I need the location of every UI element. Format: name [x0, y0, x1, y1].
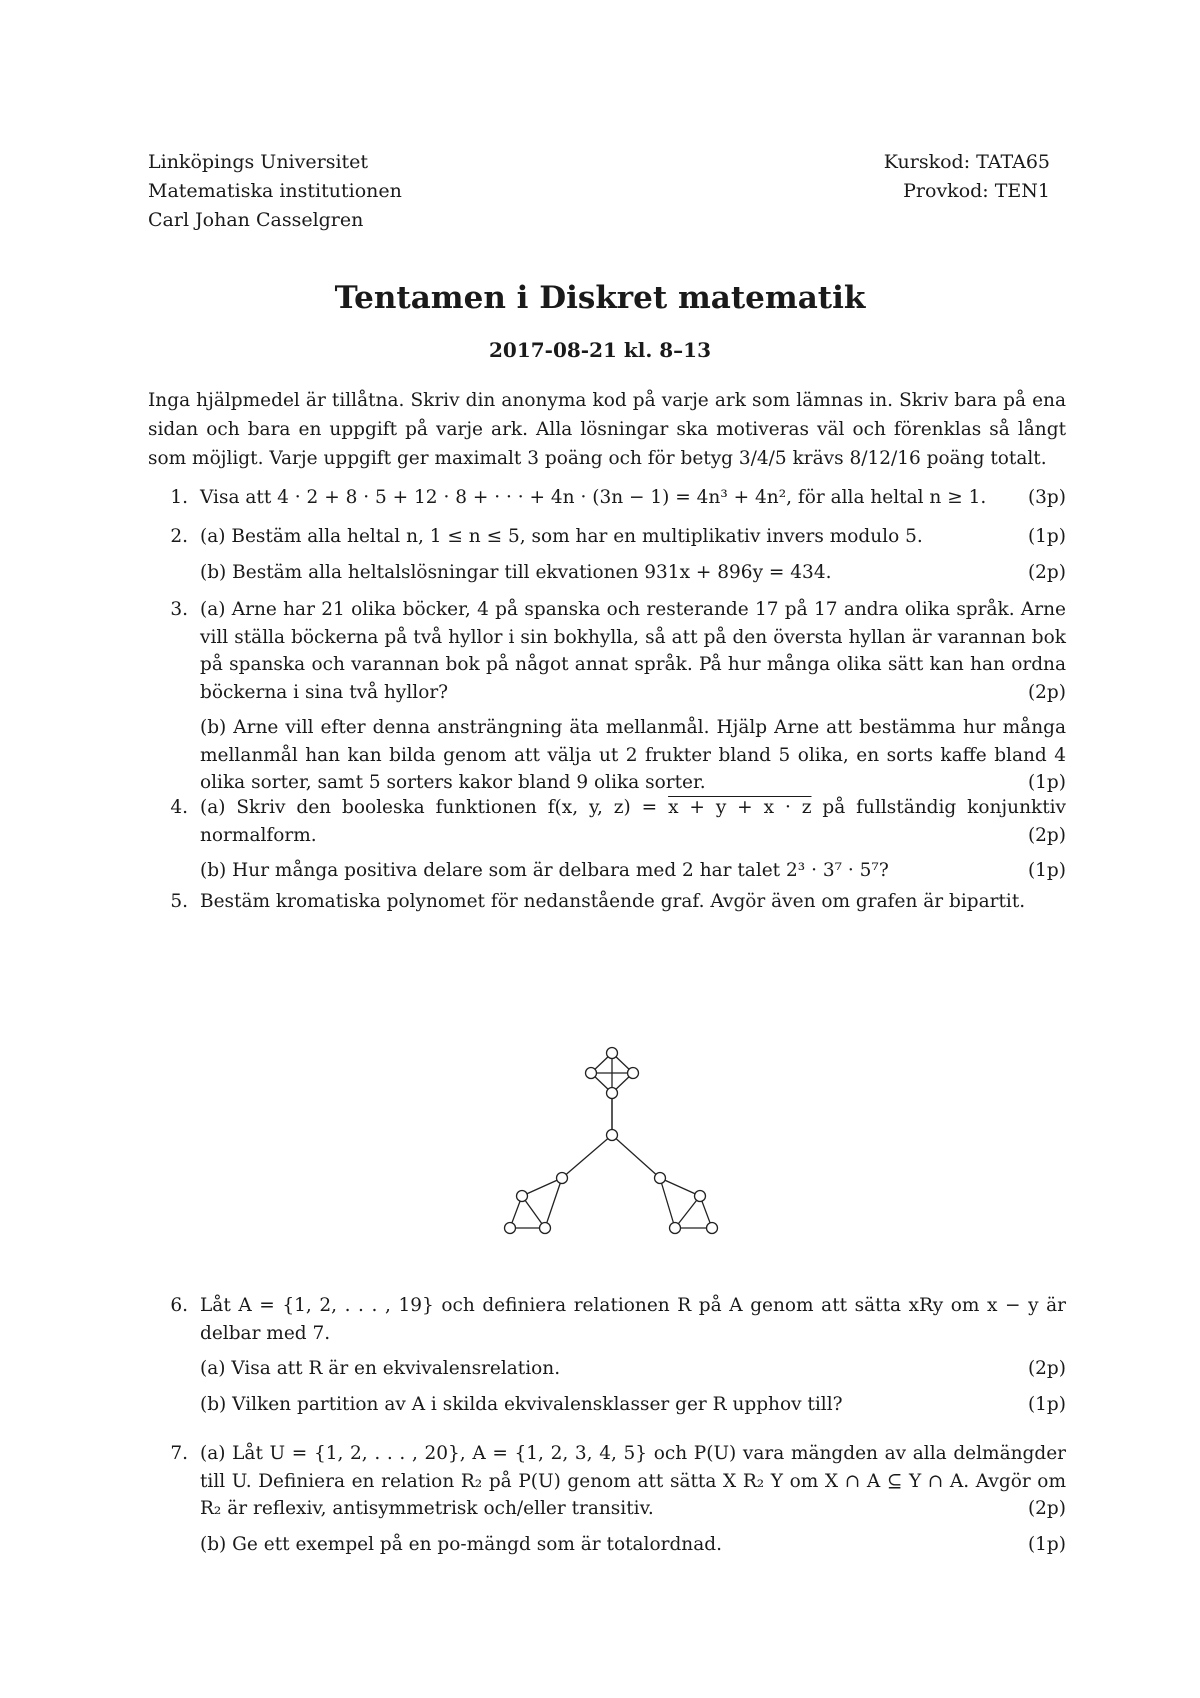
problem-number: 2. [170, 526, 188, 547]
subproblem-a [200, 1440, 1066, 1523]
instructions: Inga hjälpmedel är tillåtna. Skriv din anonyma kod på varje ark som lämnas in. Skriv bara på ena sidan och bara en uppgift på varje ark. Alla lösningar ska motiveras väl och förenklas så långt som möjligt. Varje uppgift ger maximalt 3 poäng och för betyg 3/4/5 krävs 8/12/16 poäng totalt. [148, 390, 1066, 469]
subproblem-a-post: på fullständig konjunktiv normalform. [200, 797, 1067, 846]
subproblem-b: (b) Hur många positiva delare som är delbara med 2 har talet 2³ · 3⁷ · 5⁷? [200, 860, 889, 881]
vertex [607, 1088, 618, 1099]
problem-text: Låt A = {1, 2, . . . , 19} och definiera relationen R på A genom att sätta xRy om x − y är delbar med 7. [200, 1295, 1066, 1344]
department: Matematiska institutionen [148, 180, 402, 202]
subproblem-b: (b) Ge ett exempel på en po-mängd som är totalordnad. [200, 1533, 722, 1555]
subproblem-a: (a) Bestäm alla heltal n, 1 ≤ n ≤ 5, som har en multiplikativ invers modulo 5. [200, 526, 923, 547]
points: (1p) [1027, 1393, 1066, 1415]
vertex [655, 1173, 666, 1184]
examiner: Carl Johan Casselgren [148, 209, 364, 231]
problem-number: 3. [170, 599, 188, 620]
vertex [670, 1223, 681, 1234]
problem-number: 4. [170, 797, 188, 818]
problem-7 [148, 1440, 1066, 1558]
problem-number: 1. [170, 487, 188, 508]
vertex [695, 1191, 706, 1202]
problem-number: 5. [170, 891, 188, 912]
vertex [505, 1223, 516, 1234]
problem-text: Bestäm kromatiska polynomet för nedanstående graf. Avgör även om grafen är bipartit. [200, 891, 1026, 912]
vertex [540, 1223, 551, 1234]
points: (2p) [1027, 561, 1066, 583]
boolean-expression: x + y + x · z [668, 797, 812, 818]
course-code: Kurskod: TATA65 [883, 151, 1050, 173]
vertex [586, 1068, 597, 1079]
vertex [707, 1223, 718, 1234]
points: (1p) [1027, 772, 1066, 793]
problem-6 [148, 1292, 1066, 1418]
graph-vertices [505, 1048, 718, 1234]
subproblem-b: (b) Bestäm alla heltalslösningar till ekvationen 931x + 896y = 434. [200, 561, 832, 583]
subproblem-a-text: (a) Arne har 21 olika böcker, 4 på spanska och resterande 17 på 17 andra olika språk. Arne vill ställa böckerna på två hyllor i sin bokhylla, så att på den översta hyllan är varannan bok på spanska och varannan bok på något annat språk. På hur många olika sätt kan han ordna böckerna i sina två hyllor? [200, 599, 1066, 703]
vertex [517, 1191, 528, 1202]
points: (3p) [1027, 487, 1066, 508]
subproblem-a-pre: (a) Skriv den booleska funktionen f(x, y, z) = [200, 797, 669, 818]
university: Linköpings Universitet [148, 151, 369, 173]
points: (2p) [1027, 1358, 1066, 1379]
points: (2p) [1027, 824, 1066, 846]
problem-number: 6. [170, 1295, 188, 1316]
vertex [557, 1173, 568, 1184]
subproblem-b-text: (b) Arne vill efter denna ansträngning äta mellanmål. Hjälp Arne att bestämma hur många mellanmål han kan bilda genom att välja ut 2 frukter bland 5 olika, en sorts kaffe bland 4 olika sorter, samt 5 sorters kakor bland 9 olika sorter. [200, 717, 1066, 793]
points: (1p) [1027, 860, 1066, 881]
vertex [607, 1048, 618, 1059]
subproblem-a-text: (a) Låt U = {1, 2, . . . , 20}, A = {1, 2, 3, 4, 5} och P(U) vara mängden av alla delmängder till U. Definiera en relation R₂ på P(U) genom att sätta X R₂ Y om X ∩ A ⊆ Y ∩ A. Avgör om R₂ är reflexiv, antisymmetrisk och/eller transitiv. [200, 1443, 1066, 1519]
exam-code: Provkod: TEN1 [903, 180, 1050, 202]
points: (2p) [1027, 1498, 1066, 1519]
subproblem-b: (b) Vilken partition av A i skilda ekvivalensklasser ger R upphov till? [200, 1393, 843, 1415]
vertex [607, 1130, 618, 1141]
page-title: Tentamen i Diskret matematik [334, 280, 866, 316]
problem-number: 7. [170, 1443, 188, 1464]
exam-date: 2017-08-21 kl. 8–13 [488, 338, 712, 362]
subproblem-a: (a) Visa att R är en ekvivalensrelation. [200, 1358, 561, 1379]
vertex [628, 1068, 639, 1079]
points: (1p) [1027, 526, 1066, 547]
points: (2p) [1027, 681, 1066, 703]
points: (1p) [1027, 1533, 1066, 1555]
problem-text: Visa att 4 · 2 + 8 · 5 + 12 · 8 + · · · + 4n · (3n − 1) = 4n³ + 4n², för alla heltal n ≥ 1. [200, 487, 987, 508]
